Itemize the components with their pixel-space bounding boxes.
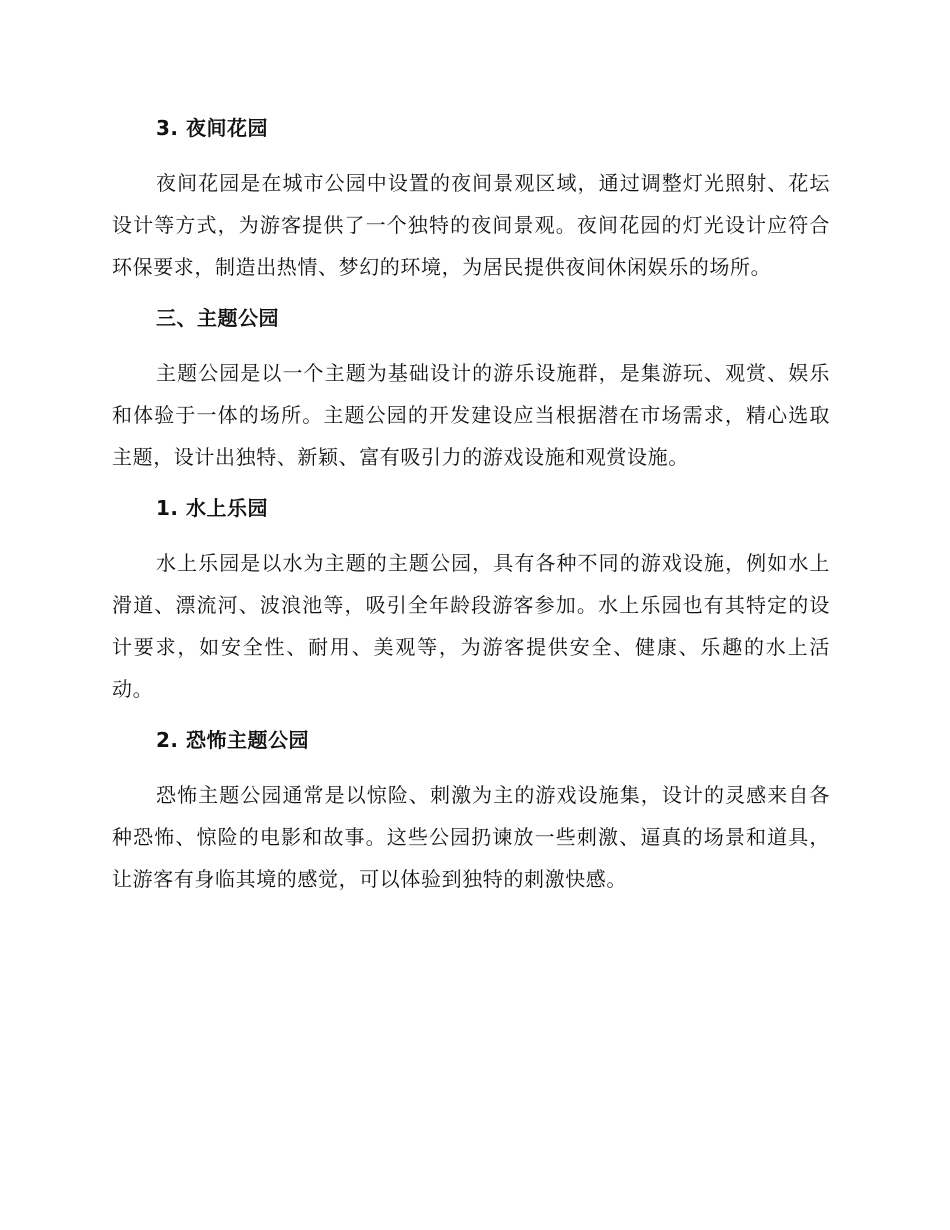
paragraph-night-garden: 夜间花园是在城市公园中设置的夜间景观区域，通过调整灯光照射、花坛设计等方式，为游客提供了一个独特的夜间景观。夜间花园的灯光设计应符合环保要求，制造出热情、梦幻的环境，为居民提供夜间休闲娱乐的场所。 <box>112 171 830 279</box>
section-heading-theme-park: 三、主题公园 <box>156 306 279 330</box>
section-heading-horror-park: 2. 恐怖主题公园 <box>156 728 309 752</box>
paragraph-water-park: 水上乐园是以水为主题的主题公园，具有各种不同的游戏设施，例如水上滑道、漂流河、波浪池等，吸引全年龄段游客参加。水上乐园也有其特定的设计要求，如安全性、耐用、美观等，为游客提供安全、健康、乐趣的水上活动。 <box>112 551 830 701</box>
section-heading-water-park: 1. 水上乐园 <box>156 496 268 520</box>
document-body <box>112 108 830 910</box>
paragraph-horror-park: 恐怖主题公园通常是以惊险、刺激为主的游戏设施集，设计的灵感来自各种恐怖、惊险的电影和故事。这些公园扔谏放一些刺激、逼真的场景和道具，让游客有身临其境的感觉，可以体验到独特的刺激快感。 <box>112 783 830 891</box>
section-heading-night-garden: 3. 夜间花园 <box>156 116 268 140</box>
paragraph-theme-park: 主题公园是以一个主题为基础设计的游乐设施群，是集游玩、观赏、娱乐和体验于一体的场所。主题公园的开发建设应当根据潜在市场需求，精心选取主题，设计出独特、新颖、富有吸引力的游戏设施和观赏设施。 <box>112 361 830 469</box>
